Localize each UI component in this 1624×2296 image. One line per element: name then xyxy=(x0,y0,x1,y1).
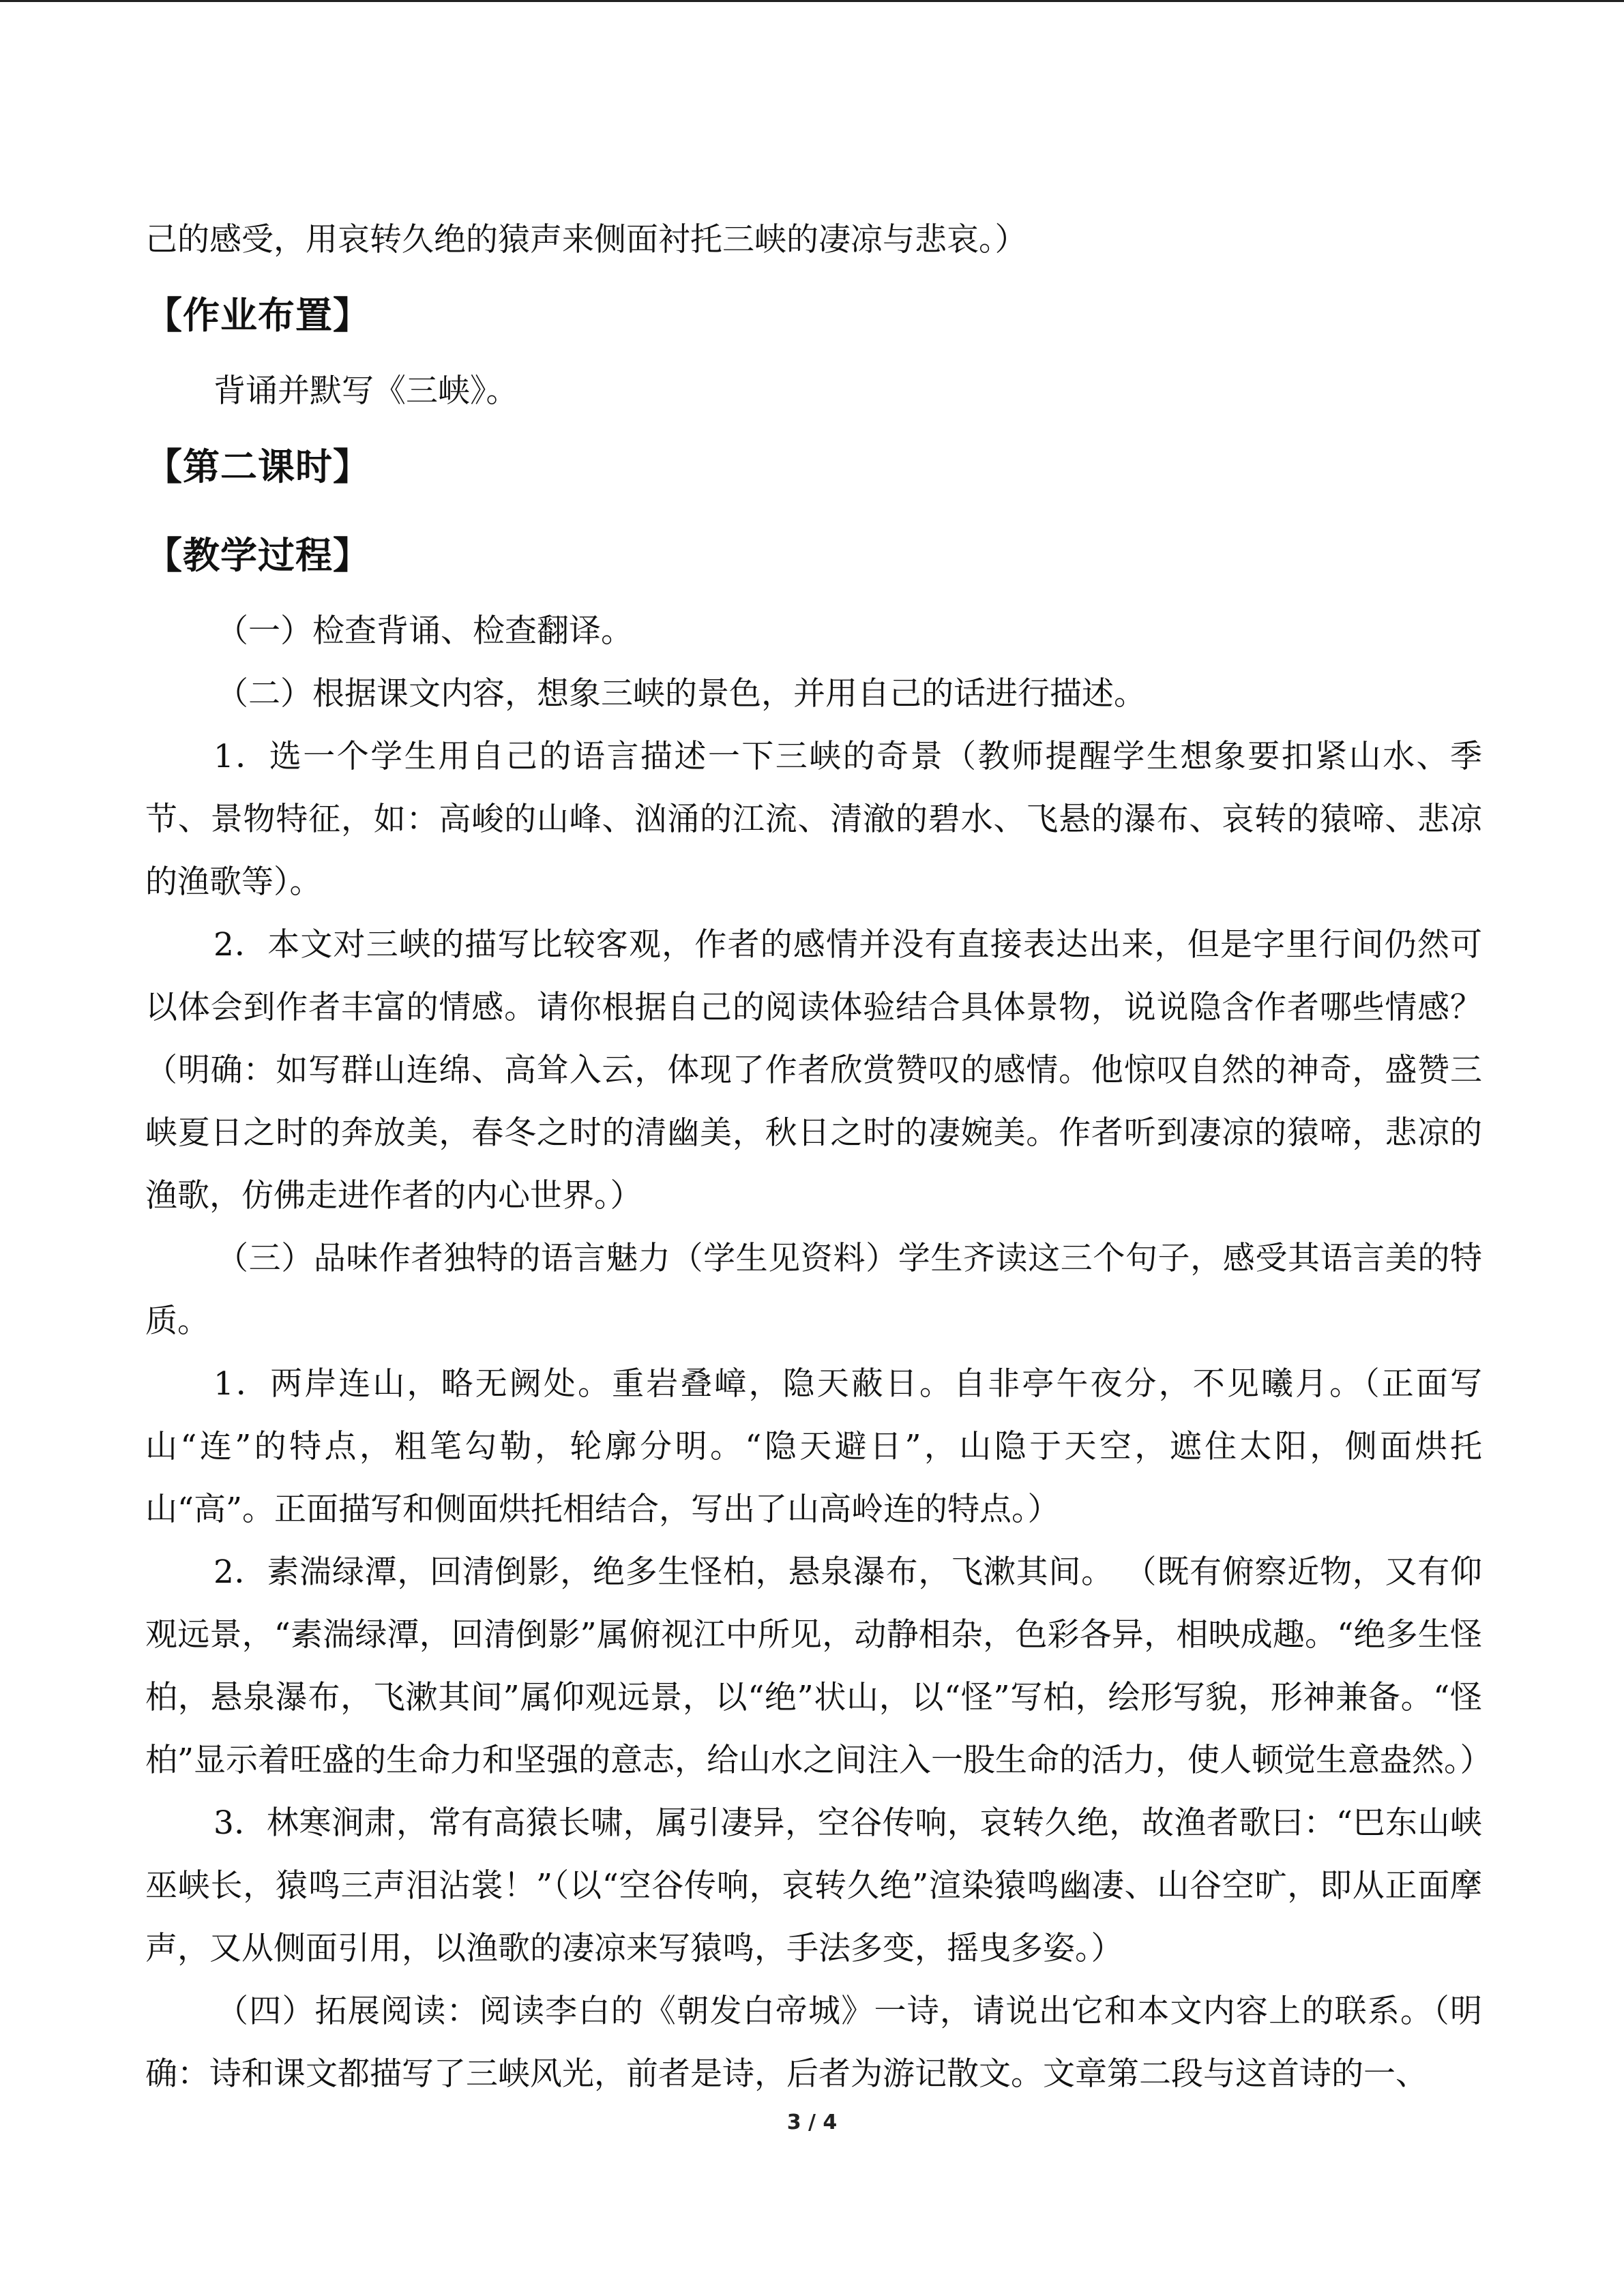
paragraph-step-3-item-1: 1．两岸连山，略无阙处。重岩叠嶂，隐天蔽日。自非亭午夜分，不见曦月。（正面写山“连”的特点，粗笔勾勒，轮廓分明。“隐天避日”，山隐于天空，遮住太阳，侧面烘托山“高”。正面描写和侧面烘托相结合，写出了山高岭连的特点。） xyxy=(145,1365,1482,1528)
paragraph-step-2-item-1: 1．选一个学生用自己的语言描述一下三峡的奇景（教师提醒学生想象要扣紧山水、季节、景物特征，如：高峻的山峰、汹涌的江流、清澈的碧水、飞悬的瀑布、哀转的猿啼、悲凉的渔歌等）。 xyxy=(145,738,1482,901)
paragraph-step-4: （四）拓展阅读：阅读李白的《朝发白帝城》一诗，请说出它和本文内容上的联系。（明确：诗和课文都描写了三峡风光，前者是诗，后者为游记散文。文章第二段与这首诗的一、 xyxy=(145,1993,1482,2093)
top-border-line xyxy=(0,0,1624,2)
paragraph-step-1: （一）检查背诵、检查翻译。 xyxy=(216,612,633,650)
paragraph-step-2-item-2: 2．本文对三峡的描写比较客观，作者的感情并没有直接表达出来，但是字里行间仍然可以体会到作者丰富的情感。请你根据自己的阅读体验结合具体景物，说说隐含作者哪些情感？（明确：如写群山连绵、高耸入云，体现了作者欣赏赞叹的感情。他惊叹自然的神奇，盛赞三峡夏日之时的奔放美，春冬之时的清幽美，秋日之时的凄婉美。作者听到凄凉的猿啼，悲凉的渔歌，仿佛走进作者的内心世界。） xyxy=(145,926,1482,1214)
paragraph-step-3: （三）品味作者独特的语言魅力（学生见资料）学生齐读这三个句子，感受其语言美的特质。 xyxy=(145,1240,1482,1340)
heading-second-lesson: 【第二课时】 xyxy=(145,445,370,488)
paragraph-step-2: （二）根据课文内容，想象三峡的景色，并用自己的话进行描述。 xyxy=(216,675,1146,713)
paragraph-homework-task: 背诵并默写《三峡》。 xyxy=(213,372,518,410)
heading-homework: 【作业布置】 xyxy=(145,294,370,337)
paragraph-step-3-item-3: 3．林寒涧肃，常有高猿长啸，属引凄异，空谷传响，哀转久绝，故渔者歌曰：“巴东山峡巫峡长，猿鸣三声泪沾裳！”（以“空谷传响，哀转久绝”渲染猿鸣幽凄、山谷空旷，即从正面摩声，又从侧面引用，以渔歌的凄凉来写猿鸣，手法多变，摇曳多姿。） xyxy=(145,1804,1482,1967)
heading-teaching-process: 【教学过程】 xyxy=(145,534,370,577)
paragraph-step-3-item-2: 2．素湍绿潭，回清倒影，绝多生怪柏，悬泉瀑布，飞漱其间。 （既有俯察近物，又有仰观远景，“素湍绿潭，回清倒影”属俯视江中所见，动静相杂，色彩各异，相映成趣。“绝多生怪柏，悬泉瀑布，飞漱其间”属仰观远景，以“绝”状山，以“怪”写柏，绘形写貌，形神兼备。“怪柏”显示着旺盛的生命力和坚强的意志，给山水之间注入一股生命的活力，使人顿觉生意盎然。） xyxy=(145,1553,1492,1779)
paragraph-continuation: 己的感受，用哀转久绝的猿声来侧面衬托三峡的凄凉与悲哀。） xyxy=(145,221,1027,258)
document-body xyxy=(145,209,1492,2106)
page-number: 3 / 4 xyxy=(786,2111,838,2134)
